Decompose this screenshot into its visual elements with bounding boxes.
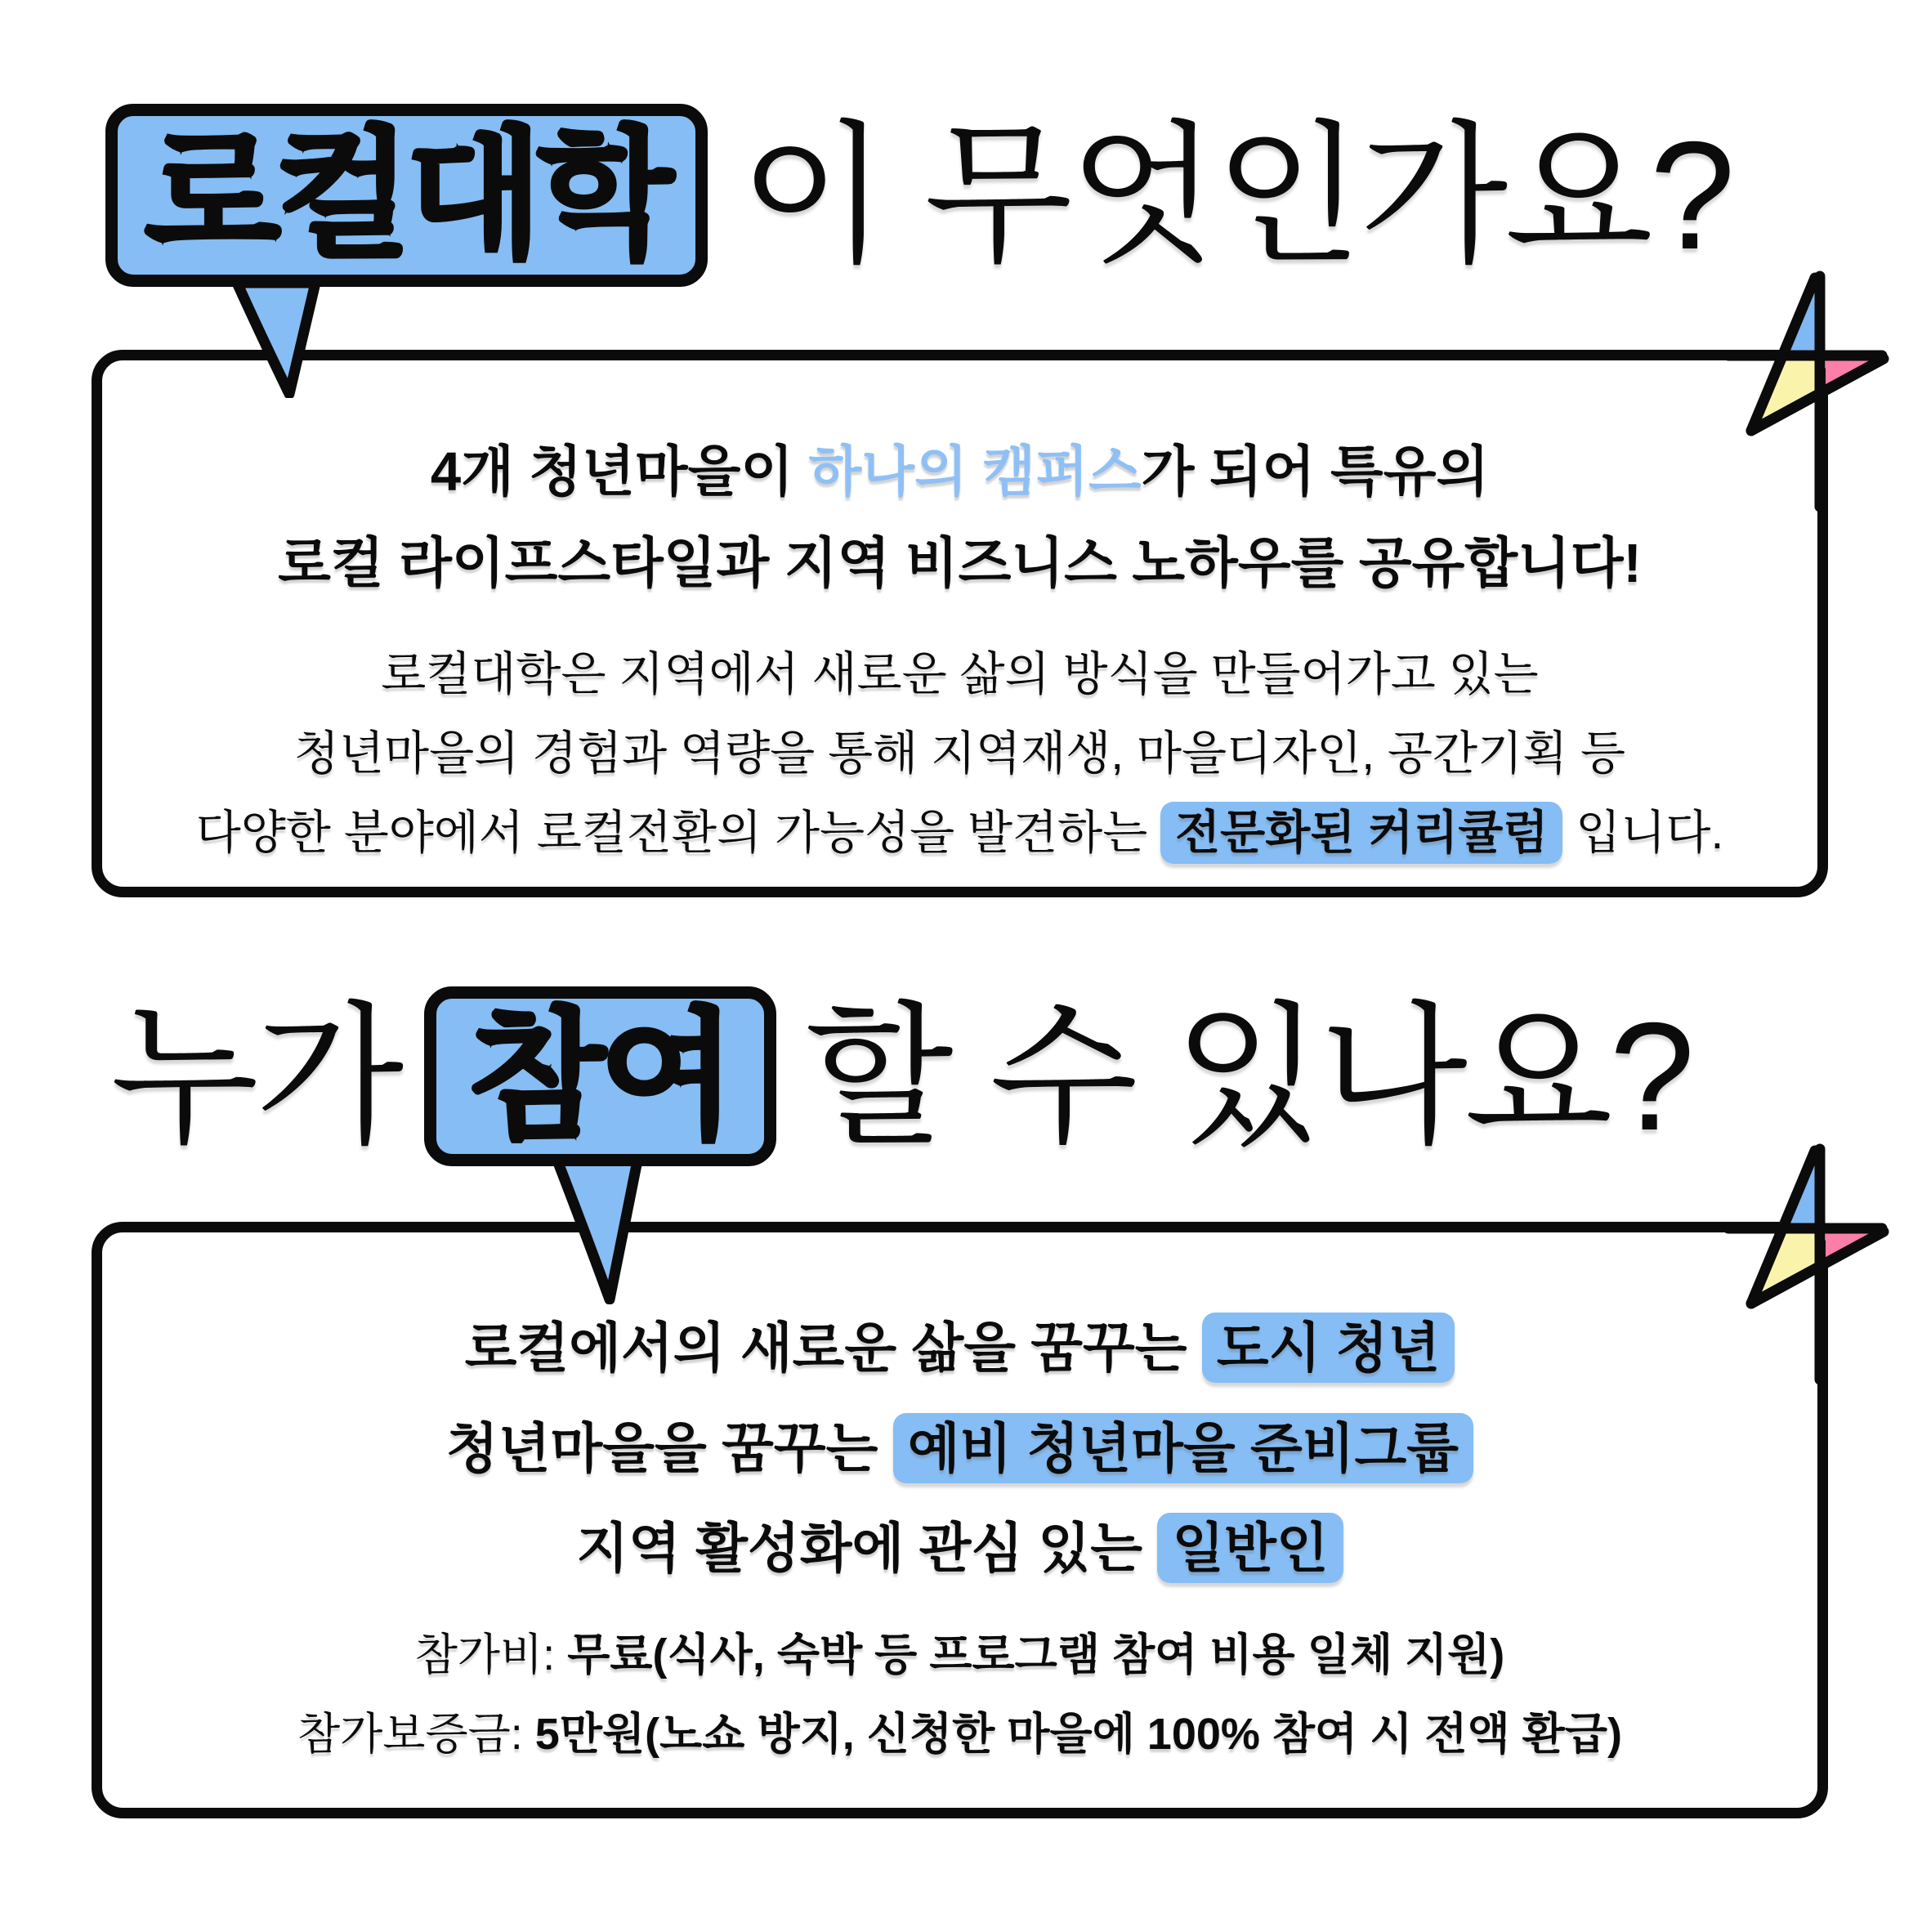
pinwheel-star-icon (1683, 262, 1912, 523)
prep-group-highlight: 예비 청년마을 준비그룹 (893, 1413, 1473, 1483)
body-line-1 (102, 646, 1817, 704)
general-public-highlight: 일반인 (1157, 1513, 1343, 1583)
lead-post-text: 가 되어 특유의 (1141, 441, 1490, 503)
speech-bubble-tail-icon (549, 1157, 646, 1304)
section2-title-suffix: 할 수 있나요? (805, 991, 1692, 1162)
deposit-line (102, 1707, 1817, 1763)
info-box-who-can-participate (92, 1222, 1828, 1818)
speech-bubble-local-university (105, 104, 708, 287)
section1-title-suffix: 이 무엇인가요? (740, 110, 1732, 281)
pinwheel-star-icon (1683, 1134, 1912, 1396)
participant-line-1-pre: 로컬에서의 새로운 삶을 꿈꾸는 (464, 1317, 1202, 1378)
fee-line (102, 1628, 1817, 1684)
body-line-3-pre: 다양한 분야에서 로컬전환의 가능성을 발견하는 (195, 807, 1161, 859)
body-line-1-text: 로컬대학은 지역에서 새로운 삶의 방식을 만들어가고 있는 (381, 647, 1539, 700)
section2-title-suffix-wrap (805, 986, 1692, 1166)
fee-label: 참가비: (414, 1630, 556, 1679)
participant-line-3 (102, 1514, 1817, 1582)
deposit-label: 참가보증금: (297, 1710, 523, 1759)
participant-line-3-pre: 지역 활성화에 관심 있는 (576, 1518, 1158, 1578)
lead-line-2-text: 로컬 라이프스타일과 지역 비즈니스 노하우를 공유합니다! (278, 532, 1642, 594)
bubble-label-local-university: 로컬대학 (145, 117, 668, 274)
city-youth-highlight: 도시 청년 (1202, 1313, 1455, 1383)
participant-line-2-pre: 청년마을을 꿈꾸는 (446, 1417, 893, 1478)
section2-title-prefix: 누가 (110, 991, 401, 1162)
bubble-label-participate: 참여 (469, 998, 731, 1155)
section2-title-prefix-wrap (110, 986, 400, 1166)
body-line-3 (102, 804, 1817, 862)
lead-line-2 (102, 530, 1817, 598)
body-line-2-text: 청년마을의 경험과 역량을 통해 지역재생, 마을디자인, 공간기획 등 (293, 727, 1626, 780)
body-line-2 (102, 725, 1817, 783)
info-box-what-is-local-university (92, 350, 1828, 897)
lead-line-1 (102, 438, 1817, 507)
lead-blue-text: 하나의 캠퍼스 (808, 441, 1142, 503)
participant-line-2 (102, 1415, 1817, 1483)
fee-value: 무료(식사, 숙박 등 프로그램 참여 비용 일체 지원) (555, 1630, 1505, 1679)
body-line-3-post: 입니다. (1562, 807, 1724, 859)
curriculum-highlight: 전문화된 커리큘럼 (1160, 802, 1562, 864)
participant-line-1 (102, 1314, 1817, 1382)
lead-pre-text: 4개 청년마을이 (430, 441, 809, 503)
speech-bubble-tail-icon (230, 280, 322, 398)
section1-title (740, 104, 1732, 287)
speech-bubble-participate (424, 986, 776, 1166)
deposit-value: 5만원(노쇼 방지, 신청한 마을에 100% 참여 시 전액 환급) (522, 1710, 1623, 1759)
